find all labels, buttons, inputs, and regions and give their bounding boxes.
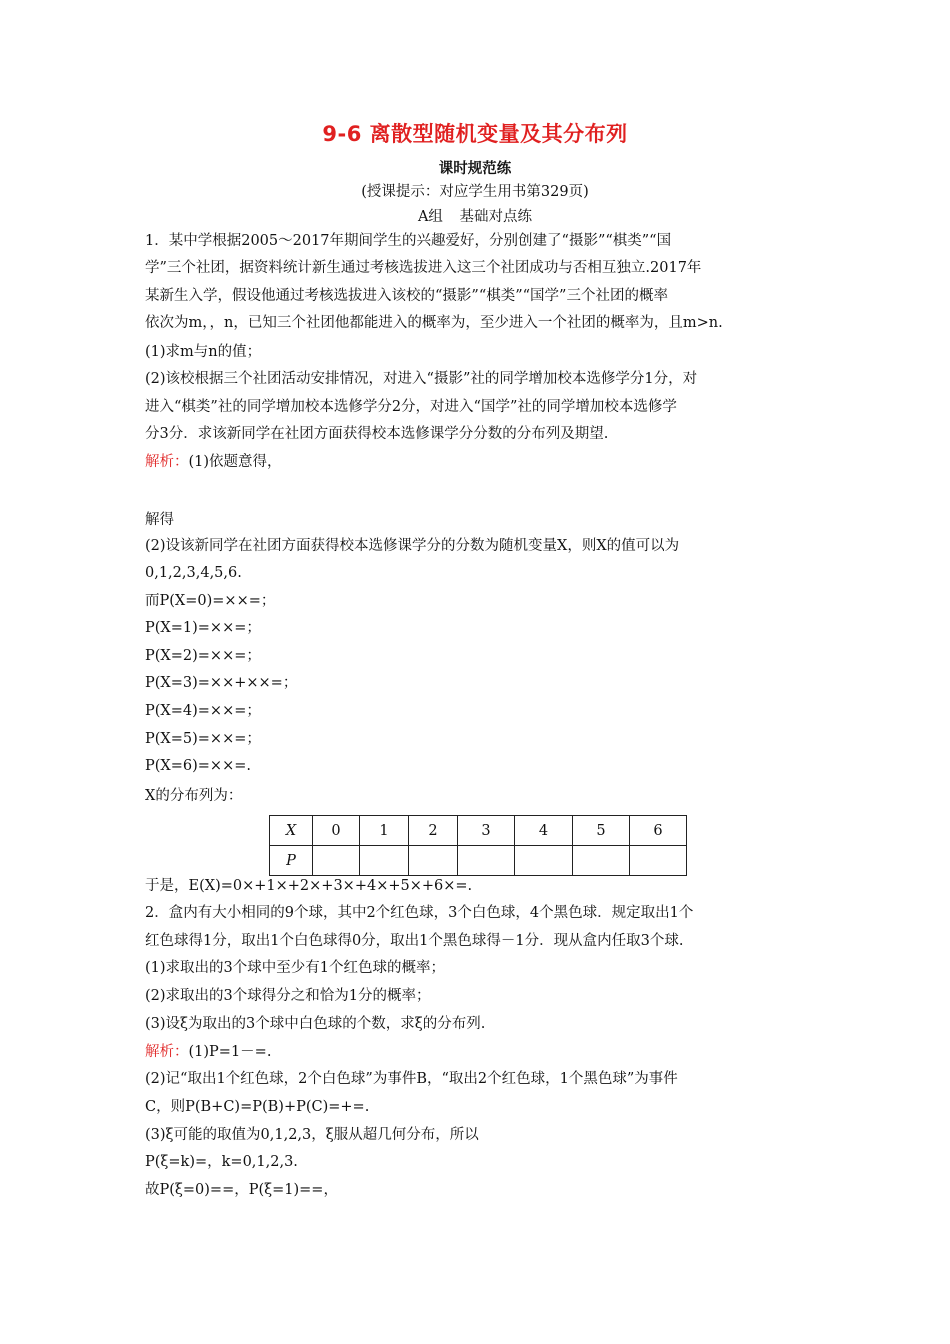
problem1-question2: (2)该校根据三个社团活动安排情况，对进入“摄影”社的同学增加校本选修学分1分，对 <box>145 371 698 387</box>
table-cell: P <box>270 846 313 876</box>
table-cell <box>573 846 630 876</box>
solution-label: 解析： <box>145 454 189 470</box>
solve-text: 解得 <box>145 512 174 528</box>
table-cell <box>409 846 458 876</box>
problem1-question2: 进入“棋类”社的同学增加校本选修学分2分，对进入“国学”社的同学增加校本选修学 <box>145 399 677 415</box>
problem1-text: 学”三个社团，据资料统计新生通过考核选拔进入这三个社团成功与否相互独立.2017年 <box>145 260 702 276</box>
table-cell <box>458 846 515 876</box>
table-cell <box>313 846 360 876</box>
solution-text: (1)P=1－=. <box>188 1044 272 1060</box>
table-row <box>270 846 687 876</box>
solution-line: (3)ξ可能的取值为0,1,2,3，ξ服从超几何分布，所以 <box>145 1127 479 1143</box>
solution-line: (2)设该新同学在社团方面获得校本选修课学分的分数为随机变量X，则X的值可以为 <box>145 538 680 554</box>
problem1-question1: (1)求m与n的值； <box>145 344 262 360</box>
subtitle: 课时规范练 <box>438 161 512 177</box>
solution-line: C，则P(B+C)=P(B)+P(C)=+=. <box>145 1099 370 1115</box>
table-cell: 1 <box>360 816 409 846</box>
solution-line: (2)记“取出1个红色球，2个白色球”为事件B，“取出2个红色球，1个黑色球”为事件 <box>145 1071 678 1087</box>
solution-line <box>145 1042 271 1062</box>
problem1-text: 某新生入学，假设他通过考核选拔进入该校的“摄影”“棋类”“国学”三个社团的概率 <box>145 288 668 304</box>
table-cell: 3 <box>458 816 515 846</box>
solution-text: (1)依题意得， <box>188 454 282 470</box>
solution-line <box>145 452 282 472</box>
problem1-text: 依次为m，，n，已知三个社团他都能进入的概率为，至少进入一个社团的概率为，且m>n. <box>145 315 723 331</box>
problem1-question2: 分3分．求该新同学在社团方面获得校本选修课学分分数的分布列及期望. <box>145 426 609 442</box>
solution-line: P(ξ=k)=，k=0,1,2,3. <box>145 1154 298 1170</box>
table-cell: 5 <box>573 816 630 846</box>
probability-line: P(X=3)=××+××=； <box>145 675 298 691</box>
probability-line: P(X=6)=××=. <box>145 758 251 774</box>
textbook-hint: (授课提示：对应学生用书第329页) <box>361 184 589 200</box>
table-cell: 0 <box>313 816 360 846</box>
table-cell: 2 <box>409 816 458 846</box>
probability-line: 而P(X=0)=××=； <box>145 593 276 609</box>
problem2-question3: (3)设ξ为取出的3个球中白色球的个数，求ξ的分布列. <box>145 1016 486 1032</box>
table-cell <box>515 846 573 876</box>
page-title: 9-6 离散型随机变量及其分布列 <box>322 122 628 146</box>
probability-line: P(X=2)=××=； <box>145 648 261 664</box>
distribution-table <box>269 815 687 876</box>
probability-line: P(X=5)=××=； <box>145 731 261 747</box>
problem2-text: 2．盒内有大小相同的9个球，其中2个红色球，3个白色球，4个黑色球．规定取出1个 <box>145 905 694 921</box>
solution-line: 0,1,2,3,4,5,6. <box>145 565 242 581</box>
problem2-question1: (1)求取出的3个球中至少有1个红色球的概率； <box>145 960 445 976</box>
table-cell <box>630 846 687 876</box>
table-cell: X <box>270 816 313 846</box>
probability-line: P(X=1)=××=； <box>145 620 261 636</box>
expectation-line: 于是，E(X)=0×+1×+2×+3×+4×+5×+6×=. <box>145 878 473 894</box>
distribution-title: X的分布列为： <box>145 788 243 804</box>
solution-label: 解析： <box>145 1044 189 1060</box>
table-cell: 6 <box>630 816 687 846</box>
table-cell: 4 <box>515 816 573 846</box>
problem1-text: 1．某中学根据2005～2017年期间学生的兴趣爱好，分别创建了“摄影”“棋类”“国 <box>145 233 672 249</box>
solution-line: 故P(ξ=0)==，P(ξ=1)==， <box>145 1182 338 1198</box>
table-cell <box>360 846 409 876</box>
table-row <box>270 816 687 846</box>
probability-line: P(X=4)=××=； <box>145 703 261 719</box>
problem2-text: 红色球得1分，取出1个白色球得0分，取出1个黑色球得－1分．现从盒内任取3个球. <box>145 933 684 949</box>
problem2-question2: (2)求取出的3个球得分之和恰为1分的概率； <box>145 988 431 1004</box>
group-heading: A组 基础对点练 <box>417 209 533 225</box>
